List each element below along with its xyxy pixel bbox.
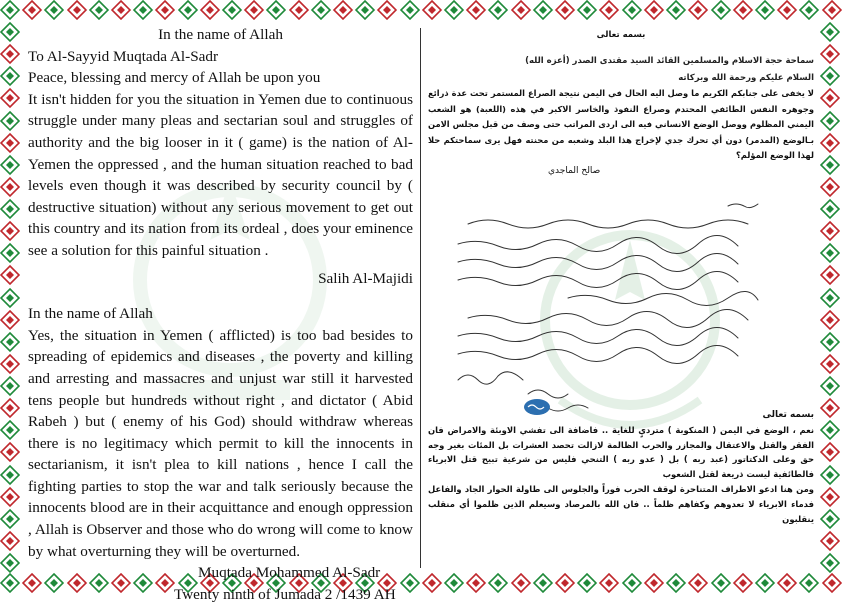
ornamental-border-left — [0, 22, 22, 573]
arabic-reply-basmala: بسمه تعالى — [762, 410, 814, 420]
border-ornament — [666, 573, 686, 593]
border-ornament — [0, 265, 20, 285]
border-ornament — [799, 0, 819, 20]
arabic-asker: صالح الماجدي — [548, 165, 601, 176]
border-ornament — [0, 88, 20, 108]
border-ornament — [133, 0, 153, 20]
border-ornament — [820, 111, 840, 131]
border-ornament — [0, 44, 20, 64]
border-ornament — [488, 573, 508, 593]
border-ornament — [755, 573, 775, 593]
border-ornament — [67, 0, 87, 20]
border-ornament — [0, 354, 20, 374]
border-ornament — [688, 573, 708, 593]
border-ornament — [577, 573, 597, 593]
border-ornament — [777, 573, 797, 593]
signature-date: Twenty ninth of Jumada 2 /1439 AH — [174, 585, 396, 603]
border-ornament — [666, 0, 686, 20]
border-ornament — [422, 0, 442, 20]
arabic-addressee: سماحة حجة الاسلام والمسلمين القائد السيد مقتدى الصدر (أعزه الله) — [525, 56, 814, 66]
border-ornament — [820, 487, 840, 507]
border-ornament — [820, 398, 840, 418]
border-ornament — [244, 0, 264, 20]
border-ornament — [644, 573, 664, 593]
border-ornament — [466, 0, 486, 20]
border-ornament — [0, 332, 20, 352]
border-ornament — [820, 44, 840, 64]
border-ornament — [0, 553, 20, 573]
border-ornament — [820, 177, 840, 197]
border-ornament — [820, 531, 840, 551]
border-ornament — [820, 376, 840, 396]
border-ornament — [820, 265, 840, 285]
border-ornament — [0, 133, 20, 153]
arabic-basmala: بسمه تعالى — [596, 30, 646, 40]
border-ornament — [0, 22, 20, 42]
border-ornament — [820, 332, 840, 352]
column-divider — [420, 28, 421, 568]
border-ornament — [622, 0, 642, 20]
border-ornament — [733, 0, 753, 20]
border-ornament — [0, 0, 20, 20]
border-ornament — [89, 0, 109, 20]
addressee-line: To Al-Sayyid Muqtada Al-Sadr — [28, 47, 219, 65]
border-ornament — [355, 0, 375, 20]
border-ornament — [111, 0, 131, 20]
border-ornament — [0, 199, 20, 219]
border-ornament — [200, 0, 220, 20]
border-ornament — [0, 487, 20, 507]
border-ornament — [311, 0, 331, 20]
border-ornament — [0, 376, 20, 396]
border-ornament — [820, 465, 840, 485]
border-ornament — [555, 573, 575, 593]
border-ornament — [644, 0, 664, 20]
border-ornament — [820, 199, 840, 219]
border-ornament — [289, 0, 309, 20]
border-ornament — [422, 573, 442, 593]
question-text: It isn't hidden for you the situation in Yemen due to continuous struggle under many pleas and sectarian soul and struggles of authority and the big looser in it ( game) is the nation of Al-Yemen the oppressed , and the human situation reached to bad levels even though it was described by security council by ( destructive situation) without any serious movement to get out this country and its nation from its ordeal , does your eminence see a solution for this painful situation . — [28, 90, 413, 259]
border-ornament — [466, 573, 486, 593]
border-ornament — [0, 111, 20, 131]
border-ornament — [0, 465, 20, 485]
border-ornament — [0, 288, 20, 308]
border-ornament — [0, 66, 20, 86]
border-ornament — [488, 0, 508, 20]
border-ornament — [733, 573, 753, 593]
signer-name: Muqtada Mohammed Al-Sadr — [198, 564, 381, 582]
opening-basmala: In the name of Allah — [158, 26, 283, 43]
border-ornament — [711, 573, 731, 593]
border-ornament — [0, 243, 20, 263]
border-ornament — [0, 310, 20, 330]
border-ornament — [820, 88, 840, 108]
border-ornament — [799, 573, 819, 593]
border-ornament — [377, 0, 397, 20]
arabic-question: لا يخفى على جنابكم الكريم ما وصل اليه الحال في اليمن نتيجة الصراع المستمر تحت عدة ذرائع وجوهره النفس الطائفي المحتدم وصراع النفوذ والخاسر الاكبر في هذه (اللعبة) هو الشعب اليمني المظلوم ووصل الوضع الانساني فيه الى اردى المراتب حتى وصف من قبل مجلس الامن بـالوضع (المدمر) دون أي تحرك جدي لإخراج هذا البلد وشعبه من محنته فهل يرى سماحتكم حلا لهذا الوضع المؤلم؟ — [428, 88, 814, 160]
border-ornament — [0, 531, 20, 551]
arabic-reply-paragraph-1: نعم ، الوضع في اليمن ( المنكوبة ) مترديٍ للغاية .. فاضافة الى تفشي الاوبئة والامراض فان الفقر والقتل والاعتقال والمجازر والحرب الظالمة لازالت تحصد العشرات بل المئات بغير وجه حق وعلى الدكتاتور (عبد ربه ) بل ( عدو ربه ) التنحي فليس من شرعية تبيح قتل الابرياء فالطائفية ليست ذريعة لقتل الشعوب — [428, 424, 814, 480]
border-ornament — [444, 0, 464, 20]
border-ornament — [0, 177, 20, 197]
border-ornament — [0, 221, 20, 241]
border-ornament — [400, 0, 420, 20]
answer-text: Yes, the situation in Yemen ( afflicted) is too bad besides to spreading of epidemics and diseases , the poverty and killing and arresting and massacres and unjust war still it harvested tens people but hundreds without right , and dictator ( Abid Rabeh ) but ( enemy of his God) should withdraw whereas there is no legitimacy which permit to kill the innocents in sectarianism, it isn't plea to kill nations , hence I call the fighting parties to stop the war and talk seriously because the innocents blood are in their acquittance and enough oppression , Allah is Observer and those who do wrong will come to know by what overturning they will be overturned. — [28, 326, 413, 560]
border-ornament — [178, 0, 198, 20]
border-ornament — [155, 0, 175, 20]
arabic-original — [428, 24, 814, 569]
border-ornament — [822, 573, 842, 593]
ornamental-border-right — [820, 22, 842, 573]
border-ornament — [820, 553, 840, 573]
border-ornament — [820, 354, 840, 374]
arabic-reply-typed — [428, 408, 814, 526]
asker-name: Salih Al-Majidi — [318, 269, 413, 287]
border-ornament — [777, 0, 797, 20]
border-ornament — [511, 573, 531, 593]
border-ornament — [577, 0, 597, 20]
border-ornament — [822, 0, 842, 20]
border-ornament — [622, 573, 642, 593]
arabic-reply-paragraph-2: ومن هنا ادعو الاطراف المتناحرة لوقف الحرب فوراً والجلوس الى طاولة الحوار الجاد والفاعل فدماء الابرياء لا تعدوهم وكفاهم ظلماً .. فان الله بالمرصاد وسيعلم الذين ظلموا أي منقلب ينقلبون — [428, 483, 814, 524]
border-ornament — [820, 221, 840, 241]
border-ornament — [820, 288, 840, 308]
border-ornament — [599, 573, 619, 593]
border-ornament — [820, 155, 840, 175]
border-ornament — [533, 573, 553, 593]
border-ornament — [711, 0, 731, 20]
border-ornament — [820, 442, 840, 462]
border-ornament — [0, 420, 20, 440]
border-ornament — [22, 0, 42, 20]
border-ornament — [555, 0, 575, 20]
border-ornament — [820, 22, 840, 42]
border-ornament — [0, 509, 20, 529]
border-ornament — [755, 0, 775, 20]
salutation-line: Peace, blessing and mercy of Allah be upon you — [28, 69, 321, 87]
border-ornament — [820, 133, 840, 153]
border-ornament — [820, 243, 840, 263]
border-ornament — [444, 573, 464, 593]
border-ornament — [266, 0, 286, 20]
border-ornament — [222, 0, 242, 20]
arabic-salam: السلام عليكم ورحمة الله وبركاته — [678, 73, 814, 83]
border-ornament — [0, 155, 20, 175]
ornamental-border-top — [0, 0, 842, 22]
border-ornament — [0, 442, 20, 462]
handwritten-reply-image — [448, 194, 778, 424]
border-ornament — [0, 573, 20, 593]
border-ornament — [533, 0, 553, 20]
border-ornament — [0, 398, 20, 418]
english-translation — [28, 24, 413, 603]
border-ornament — [333, 0, 353, 20]
border-ornament — [820, 420, 840, 440]
border-ornament — [44, 0, 64, 20]
border-ornament — [599, 0, 619, 20]
border-ornament — [688, 0, 708, 20]
border-ornament — [511, 0, 531, 20]
reply-basmala: In the name of Allah — [28, 305, 153, 323]
border-ornament — [820, 310, 840, 330]
border-ornament — [820, 509, 840, 529]
border-ornament — [820, 66, 840, 86]
